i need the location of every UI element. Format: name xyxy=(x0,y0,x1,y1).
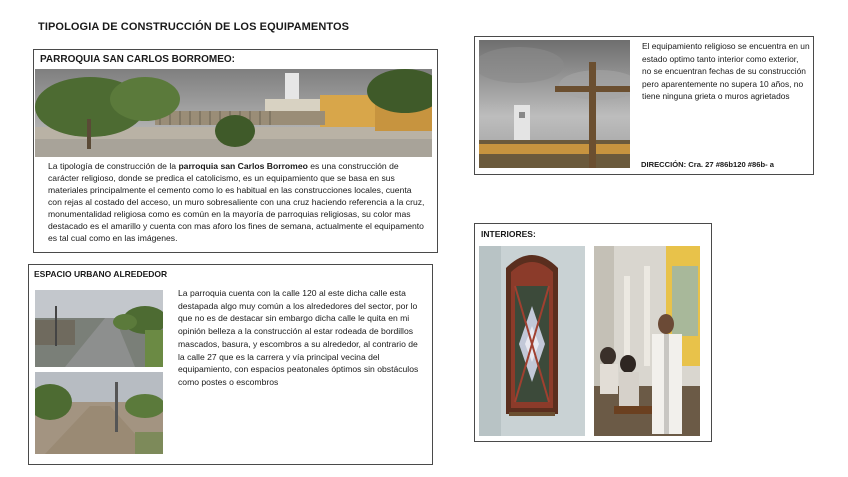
parroquia-name: parroquia san Carlos Borromeo xyxy=(178,161,308,171)
parroquia-text-rest: es una construcción de carácter religioso, donde se predica el catolicismo, es un equipamiento que se basa en sus materiales principalmente el cemento como lo es habitual en las construcciones locales, cuenta con rejas al costado del acceso, un muro sobresaliente con una cruz haciendo referencia a la cruz, monumentalidad religiosa como es común en la mayoría de parroquias religiosas, su color mas destacado es el amarillo y cuenta con mas aforo los fines de semana, actualmente el equipamento es tal cual como en las imágenes. xyxy=(48,161,425,243)
church-facade-photo xyxy=(35,69,432,157)
street-photo-1 xyxy=(35,290,163,367)
page-title: TIPOLOGIA DE CONSTRUCCIÓN DE LOS EQUIPAMENTOS xyxy=(38,21,350,33)
estado-description: El equipamiento religioso se encuentra en un estado optimo tanto interior como exterior, no se encuentran fechas de su construcción pero aparentemente no supera 10 años, no tiene ninguna grieta o muros agrietados xyxy=(642,41,810,101)
street-photo-2 xyxy=(35,372,163,454)
interiores-heading: INTERIORES: xyxy=(481,229,536,239)
parroquia-description xyxy=(48,160,426,244)
mass-interior-photo xyxy=(594,246,700,436)
parroquia-text-start: La tipología de construcción de la xyxy=(48,161,179,171)
stained-glass-photo xyxy=(479,246,585,436)
espacio-heading: ESPACIO URBANO ALREDEDOR xyxy=(34,269,168,279)
parroquia-heading: PARROQUIA SAN CARLOS BORROMEO: xyxy=(40,54,235,65)
address-text: DIRECCIÓN: Cra. 27 #86b120 #86b- a xyxy=(641,160,774,169)
espacio-description: La parroquia cuenta con la calle 120 al este dicha calle esta destapada algo muy común a los alrededores del sector, por lo que no es de destacar sin embargo dicha calle le quita en mi opinión belleza a la construcción al estar rodeada de bordillos mascados, basura, y escombros a su alrededor, al contrario de la calle 27 que es la carrera y vía principal vecina del equipamiento, con espacios peatonales óptimos sin obstáculos como postes o escombros xyxy=(178,288,419,387)
cross-tower-photo xyxy=(479,40,630,168)
